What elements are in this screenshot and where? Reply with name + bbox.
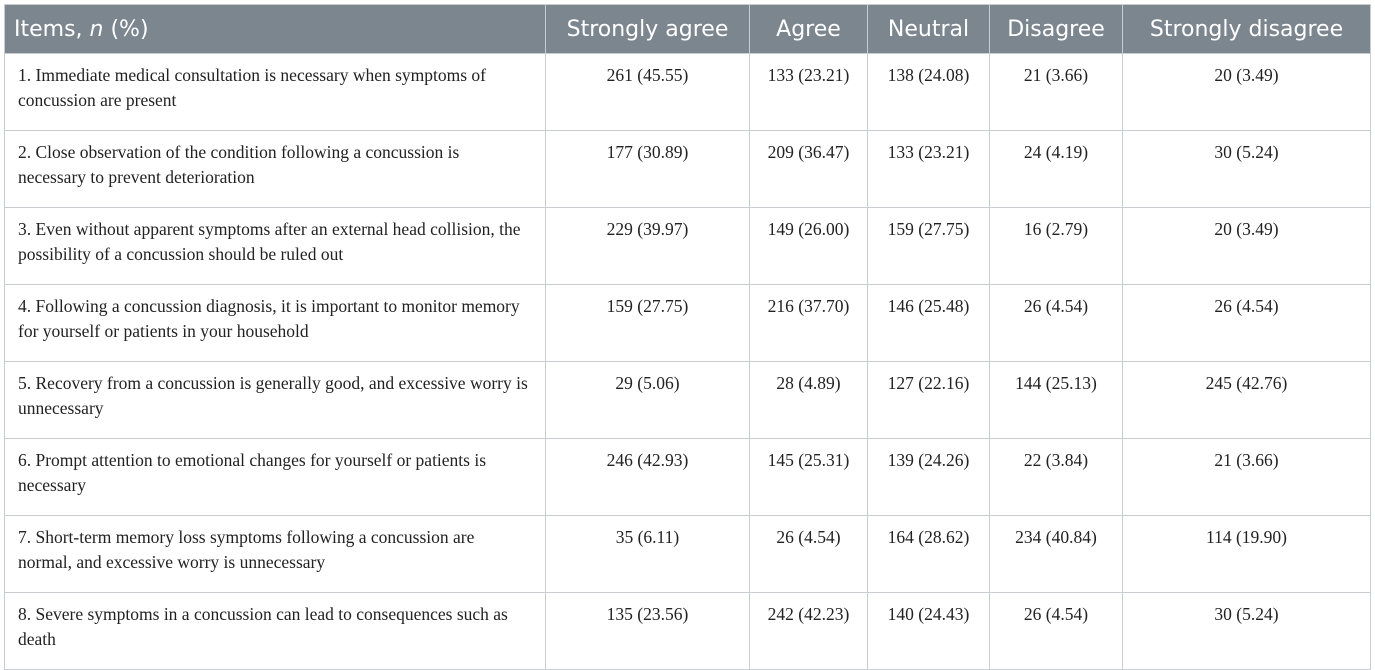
value-cell: 159 (27.75) [868,208,990,285]
value-cell: 261 (45.55) [546,54,750,131]
value-cell: 21 (3.66) [990,54,1123,131]
value-cell: 164 (28.62) [868,516,990,593]
table-header [5,5,1371,54]
item-cell: 7. Short-term memory loss symptoms following a concussion are normal, and excessive worry is unnecessary [5,516,546,593]
table-row [5,516,1371,593]
table-row [5,593,1371,670]
value-cell: 144 (25.13) [990,362,1123,439]
value-cell: 29 (5.06) [546,362,750,439]
value-cell: 140 (24.43) [868,593,990,670]
header-disagree: Disagree [990,5,1123,54]
value-cell: 245 (42.76) [1123,362,1371,439]
value-cell: 234 (40.84) [990,516,1123,593]
item-cell: 2. Close observation of the condition following a concussion is necessary to prevent deterioration [5,131,546,208]
attitude-survey-table [4,4,1371,670]
value-cell: 16 (2.79) [990,208,1123,285]
value-cell: 26 (4.54) [990,593,1123,670]
header-items-n: n [89,16,104,42]
header-row [5,5,1371,54]
header-neutral: Neutral [868,5,990,54]
item-cell: 5. Recovery from a concussion is generally good, and excessive worry is unnecessary [5,362,546,439]
value-cell: 177 (30.89) [546,131,750,208]
value-cell: 28 (4.89) [750,362,868,439]
value-cell: 246 (42.93) [546,439,750,516]
value-cell: 127 (22.16) [868,362,990,439]
value-cell: 26 (4.54) [990,285,1123,362]
value-cell: 26 (4.54) [750,516,868,593]
item-cell: 3. Even without apparent symptoms after an external head collision, the possibility of a concussion should be ruled out [5,208,546,285]
value-cell: 209 (36.47) [750,131,868,208]
value-cell: 145 (25.31) [750,439,868,516]
header-strongly-disagree: Strongly disagree [1123,5,1371,54]
header-items-prefix: Items, [14,16,90,42]
header-strongly-agree: Strongly agree [546,5,750,54]
table-row [5,54,1371,131]
value-cell: 21 (3.66) [1123,439,1371,516]
value-cell: 26 (4.54) [1123,285,1371,362]
header-items [5,5,546,54]
table-row [5,131,1371,208]
item-cell: 4. Following a concussion diagnosis, it is important to monitor memory for yourself or patients in your household [5,285,546,362]
value-cell: 133 (23.21) [868,131,990,208]
value-cell: 138 (24.08) [868,54,990,131]
value-cell: 30 (5.24) [1123,131,1371,208]
item-cell: 8. Severe symptoms in a concussion can lead to consequences such as death [5,593,546,670]
value-cell: 35 (6.11) [546,516,750,593]
value-cell: 216 (37.70) [750,285,868,362]
value-cell: 133 (23.21) [750,54,868,131]
value-cell: 135 (23.56) [546,593,750,670]
value-cell: 114 (19.90) [1123,516,1371,593]
value-cell: 229 (39.97) [546,208,750,285]
table-row [5,285,1371,362]
value-cell: 30 (5.24) [1123,593,1371,670]
value-cell: 139 (24.26) [868,439,990,516]
value-cell: 24 (4.19) [990,131,1123,208]
table-body [5,54,1371,670]
value-cell: 159 (27.75) [546,285,750,362]
value-cell: 149 (26.00) [750,208,868,285]
item-cell: 6. Prompt attention to emotional changes for yourself or patients is necessary [5,439,546,516]
header-items-suffix: (%) [103,16,149,42]
table-row [5,439,1371,516]
value-cell: 146 (25.48) [868,285,990,362]
table-row [5,208,1371,285]
survey-table-container [4,4,1370,670]
header-agree: Agree [750,5,868,54]
value-cell: 20 (3.49) [1123,54,1371,131]
value-cell: 22 (3.84) [990,439,1123,516]
value-cell: 20 (3.49) [1123,208,1371,285]
item-cell: 1. Immediate medical consultation is necessary when symptoms of concussion are present [5,54,546,131]
table-row [5,362,1371,439]
value-cell: 242 (42.23) [750,593,868,670]
